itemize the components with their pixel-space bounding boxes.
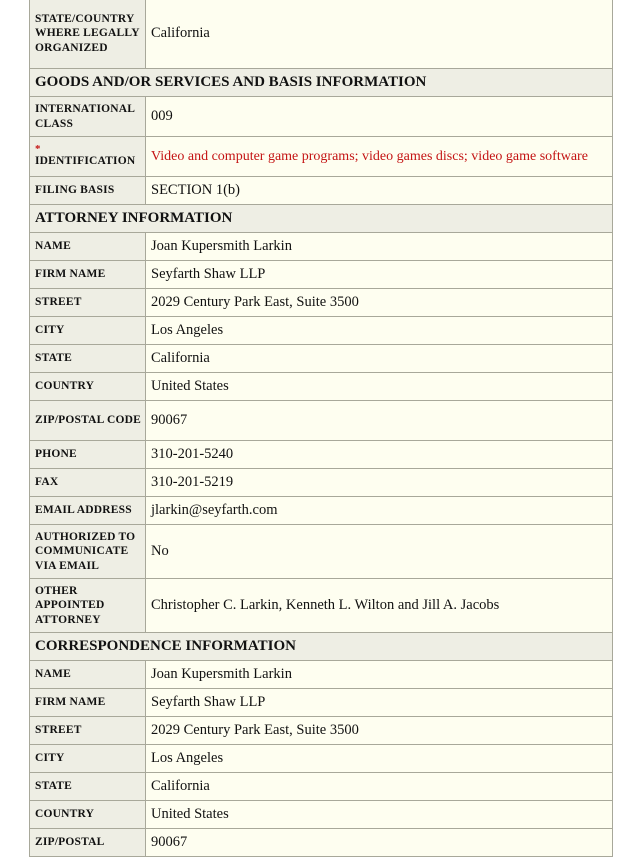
field-label: AUTHORIZED TO COMMUNICATE VIA EMAIL bbox=[30, 525, 146, 579]
field-label: INTERNATIONAL CLASS bbox=[30, 97, 146, 137]
field-value: SECTION 1(b) bbox=[146, 177, 613, 205]
field-value: No bbox=[146, 525, 613, 579]
field-value: 2029 Century Park East, Suite 3500 bbox=[146, 289, 613, 317]
table-row bbox=[30, 773, 613, 801]
field-value: United States bbox=[146, 373, 613, 401]
table-row bbox=[30, 289, 613, 317]
field-label: COUNTRY bbox=[30, 373, 146, 401]
trademark-application-table bbox=[29, 0, 613, 857]
field-value: Los Angeles bbox=[146, 745, 613, 773]
table-row bbox=[30, 345, 613, 373]
field-value: 310-201-5219 bbox=[146, 469, 613, 497]
table-row bbox=[30, 745, 613, 773]
field-label: ZIP/POSTAL CODE bbox=[30, 401, 146, 441]
field-label: EMAIL ADDRESS bbox=[30, 497, 146, 525]
table-row bbox=[30, 233, 613, 261]
field-value: California bbox=[146, 0, 613, 69]
field-label: FIRM NAME bbox=[30, 689, 146, 717]
field-value: Joan Kupersmith Larkin bbox=[146, 233, 613, 261]
field-value: Seyfarth Shaw LLP bbox=[146, 689, 613, 717]
table-row bbox=[30, 689, 613, 717]
table-row bbox=[30, 401, 613, 441]
field-label: FIRM NAME bbox=[30, 261, 146, 289]
table-row bbox=[30, 661, 613, 689]
field-value: 009 bbox=[146, 97, 613, 137]
field-value: 310-201-5240 bbox=[146, 441, 613, 469]
field-label: PHONE bbox=[30, 441, 146, 469]
field-label: FAX bbox=[30, 469, 146, 497]
field-label: COUNTRY bbox=[30, 801, 146, 829]
field-label: STATE bbox=[30, 773, 146, 801]
table-row bbox=[30, 579, 613, 633]
field-label: FILING BASIS bbox=[30, 177, 146, 205]
field-label: OTHER APPOINTED ATTORNEY bbox=[30, 579, 146, 633]
field-value: Joan Kupersmith Larkin bbox=[146, 661, 613, 689]
field-value: Video and computer game programs; video games discs; video game software bbox=[146, 137, 613, 177]
field-label: STATE/COUNTRY WHERE LEGALLY ORGANIZED bbox=[30, 0, 146, 69]
section-heading-attorney: ATTORNEY INFORMATION bbox=[30, 205, 613, 233]
table-row bbox=[30, 441, 613, 469]
table-row bbox=[30, 373, 613, 401]
field-label-identification bbox=[30, 137, 146, 177]
required-marker: * bbox=[35, 143, 41, 156]
field-value: Seyfarth Shaw LLP bbox=[146, 261, 613, 289]
field-value: California bbox=[146, 345, 613, 373]
field-value: California bbox=[146, 773, 613, 801]
field-value: Los Angeles bbox=[146, 317, 613, 345]
field-label: NAME bbox=[30, 233, 146, 261]
field-label: IDENTIFICATION bbox=[35, 155, 136, 168]
table-row bbox=[30, 469, 613, 497]
field-value: 2029 Century Park East, Suite 3500 bbox=[146, 717, 613, 745]
field-label: ZIP/POSTAL bbox=[30, 829, 146, 857]
field-label: NAME bbox=[30, 661, 146, 689]
table-row bbox=[30, 317, 613, 345]
table-row bbox=[30, 497, 613, 525]
field-value: 90067 bbox=[146, 829, 613, 857]
field-label: STATE bbox=[30, 345, 146, 373]
table-row bbox=[30, 801, 613, 829]
field-value: Christopher C. Larkin, Kenneth L. Wilton and Jill A. Jacobs bbox=[146, 579, 613, 633]
field-label: CITY bbox=[30, 745, 146, 773]
field-value: 90067 bbox=[146, 401, 613, 441]
field-value: jlarkin@seyfarth.com bbox=[146, 497, 613, 525]
table-row bbox=[30, 261, 613, 289]
field-label: CITY bbox=[30, 317, 146, 345]
table-row bbox=[30, 829, 613, 857]
field-value: United States bbox=[146, 801, 613, 829]
section-heading-correspondence: CORRESPONDENCE INFORMATION bbox=[30, 633, 613, 661]
field-label: STREET bbox=[30, 717, 146, 745]
section-heading-goods: GOODS AND/OR SERVICES AND BASIS INFORMATION bbox=[30, 69, 613, 97]
table-row bbox=[30, 717, 613, 745]
table-row bbox=[30, 525, 613, 579]
field-label: STREET bbox=[30, 289, 146, 317]
